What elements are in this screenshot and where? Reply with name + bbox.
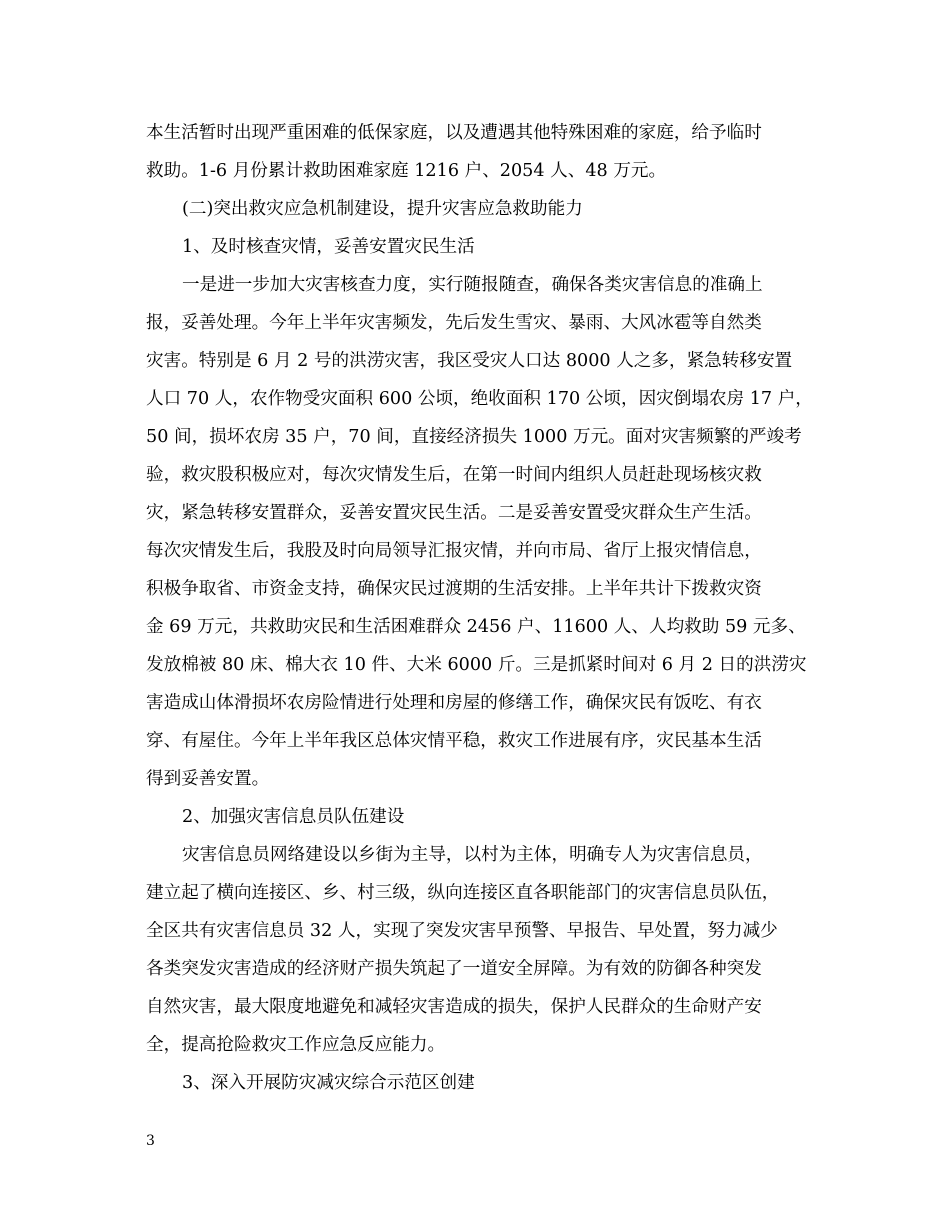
text-line: 每次灾情发生后，我股及时向局领导汇报灾情，并向市局、省厅上报灾情信息， xyxy=(146,541,762,561)
text-line: 金 69 万元，共救助灾民和生活困难群众 2456 户、11600 人、人均救助 59 元多、 xyxy=(146,617,806,637)
text-line: 各类突发灾害造成的经济财产损失筑起了一道安全屏障。为有效的防御各种突发 xyxy=(146,959,762,979)
paragraph-first-line: 灾害信息员网络建设以乡街为主导，以村为主体，明确专人为灾害信息员， xyxy=(182,845,763,865)
text-line: 人口 70 人，农作物受灾面积 600 公顷，绝收面积 170 公顷，因灾倒塌农房 17 户， xyxy=(146,389,813,409)
text-line: 全，提高抢险救灾工作应急反应能力。 xyxy=(146,1035,446,1055)
subsection-heading: 2、加强灾害信息员队伍建设 xyxy=(182,807,405,827)
text-line: 得到妥善安置。 xyxy=(146,769,270,789)
text-line: 积极争取省、市资金支持，确保灾民过渡期的生活安排。上半年共计下拨救灾资 xyxy=(146,579,762,599)
text-line: 建立起了横向连接区、乡、村三级，纵向连接区直各职能部门的灾害信息员队伍， xyxy=(146,883,780,903)
page-number: 3 xyxy=(146,1133,155,1149)
text-line: 报，妥善处理。今年上半年灾害频发，先后发生雪灾、暴雨、大风冰雹等自然类 xyxy=(146,313,762,333)
text-line: 灾害。特别是 6 月 2 号的洪涝灾害，我区受灾人口达 8000 人之多，紧急转移安置 xyxy=(146,351,793,371)
text-line: 本生活暂时出现严重困难的低保家庭，以及遭遇其他特殊困难的家庭，给予临时 xyxy=(146,123,762,143)
document-body xyxy=(146,114,813,1102)
text-line: 全区共有灾害信息员 32 人，实现了突发灾害早预警、早报告、早处置，努力减少 xyxy=(146,921,778,941)
paragraph-first-line: 一是进一步加大灾害核查力度，实行随报随查，确保各类灾害信息的准确上 xyxy=(182,275,763,295)
section-heading: (二)突出救灾应急机制建设，提升灾害应急救助能力 xyxy=(182,199,583,219)
text-line: 害造成山体滑损坏农房险情进行处理和房屋的修缮工作，确保灾民有饭吃、有衣 xyxy=(146,693,762,713)
text-line: 灾，紧急转移安置群众，妥善安置灾民生活。二是妥善安置受灾群众生产生活。 xyxy=(146,503,762,523)
subsection-heading: 3、深入开展防灾减灾综合示范区创建 xyxy=(182,1073,475,1093)
text-line: 穿、有屋住。今年上半年我区总体灾情平稳，救灾工作进展有序，灾民基本生活 xyxy=(146,731,762,751)
text-line: 50 间，损坏农房 35 户，70 间，直接经济损失 1000 万元。面对灾害频繁的严竣考 xyxy=(146,427,802,447)
text-line: 发放棉被 80 床、棉大衣 10 件、大米 6000 斤。三是抓紧时间对 6 月 2 日的洪涝灾 xyxy=(146,655,807,675)
subsection-heading: 1、及时核查灾情，妥善安置灾民生活 xyxy=(182,237,475,257)
text-line: 救助。1-6 月份累计救助困难家庭 1216 户、2054 人、48 万元。 xyxy=(146,161,667,181)
text-line: 自然灾害，最大限度地避免和减轻灾害造成的损失，保护人民群众的生命财产安 xyxy=(146,997,762,1017)
text-line: 验，救灾股积极应对，每次灾情发生后，在第一时间内组织人员赶赴现场核灾救 xyxy=(146,465,762,485)
